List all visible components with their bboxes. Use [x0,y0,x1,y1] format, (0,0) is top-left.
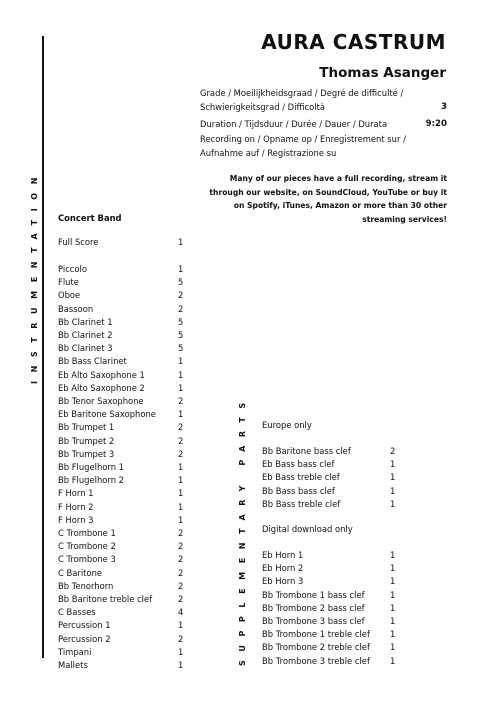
part-qty: 2 [178,594,184,604]
recording-label: Recording on / Opname op / Enregistrement sur / Aufnahme auf / Registrazione su [200,134,406,158]
part-name: Bb Clarinet 2 [58,330,113,340]
concert-band-heading: Concert Band [58,213,122,223]
part-name: Bb Trombone 3 treble clef [262,655,370,666]
part-row [58,382,184,395]
part-name: Eb Horn 3 [262,576,304,587]
duration-info [200,118,447,132]
part-name: Piccolo [58,264,87,274]
full-score-row [58,236,184,249]
part-row [58,514,184,527]
part-qty: 5 [178,343,184,354]
part-row [58,593,184,606]
part-row [58,276,184,289]
part-name: C Trombone 3 [58,554,116,565]
part-name: C Trombone 1 [58,528,116,538]
part-name: Bb Baritone bass clef [262,446,351,456]
part-row [58,646,184,659]
grade-value: 3 [441,101,447,112]
part-name: Timpani [58,646,92,657]
grade-info [200,87,447,114]
part-name: Bb Flugelhorn 2 [58,475,124,486]
part-name: Bb Tenor Saxophone [58,396,144,406]
part-name: Bb Tenorhorn [58,580,114,591]
part-qty: 1 [178,264,184,274]
part-name: Eb Horn 2 [262,563,304,574]
part-name: Eb Alto Saxophone 2 [58,382,145,393]
part-qty: 1 [390,472,396,483]
part-qty: 5 [178,316,184,327]
part-row [58,633,184,646]
part-row [58,567,184,580]
part-qty: 1 [178,409,184,420]
part-name: Eb Bass bass clef [262,459,335,470]
part-qty: 2 [390,446,396,456]
part-name: Bb Trombone 3 bass clef [262,616,365,626]
part-row [262,641,396,654]
part-qty: 2 [178,541,184,552]
part-name: Mallets [58,660,88,670]
part-name: Bassoon [58,303,94,314]
part-row [58,659,184,672]
part-name: Bb Trombone 2 bass clef [262,602,365,613]
part-qty: 1 [178,514,184,525]
part-qty: 1 [178,475,184,486]
part-row [58,342,184,355]
part-row [58,316,184,329]
part-qty: 1 [178,660,184,670]
duration-value: 9:20 [425,119,447,129]
part-qty: 2 [178,633,184,644]
part-qty: 4 [178,607,184,618]
part-name: F Horn 3 [58,514,94,525]
part-row [262,498,396,511]
part-row [262,549,396,562]
part-row [262,628,396,641]
part-name: Bb Bass Clarinet [58,356,127,367]
part-row [58,474,184,487]
part-qty: 1 [178,462,184,472]
part-qty: 1 [390,485,396,496]
part-name: Full Score [58,237,99,247]
part-qty: 1 [178,501,184,512]
part-row [262,458,396,471]
part-row [58,540,184,553]
part-name: Bb Bass treble clef [262,498,341,509]
part-row [262,562,396,575]
part-name: Percussion 2 [58,633,111,644]
part-row [262,655,396,668]
recording-info [200,133,447,160]
part-row [262,589,396,602]
part-qty: 1 [178,620,184,631]
vertical-rule [42,36,44,658]
part-qty: 1 [178,369,184,380]
grade-label: Grade / Moeilijkheidsgraad / Degré de difficulté / Schwierigkeitsgrad / Difficoltà [200,88,404,112]
europe-only-heading: Europe only [262,420,312,430]
part-row [58,303,184,316]
part-row [58,289,184,302]
part-row [58,395,184,408]
part-qty: 1 [390,589,396,600]
part-row [58,527,184,540]
part-qty: 2 [178,554,184,565]
part-name: Eb Baritone Saxophone [58,409,156,420]
part-qty: 2 [178,396,184,406]
part-name: F Horn 1 [58,488,94,499]
part-name: Oboe [58,290,81,301]
part-qty: 5 [178,330,184,340]
part-name: Bb Clarinet 1 [58,316,113,327]
part-row [58,606,184,619]
part-qty: 1 [390,576,396,587]
part-row [58,369,184,382]
part-row [262,602,396,615]
part-row [262,615,396,628]
part-qty: 1 [390,498,396,509]
part-qty: 1 [390,550,396,560]
piece-title: AURA CASTRUM [261,30,446,54]
part-name: Bb Trombone 2 treble clef [262,642,370,653]
part-name: Eb Bass treble clef [262,472,340,483]
instrumentation-side-label: INSTRUMENTATION [30,168,39,384]
part-qty: 1 [178,646,184,657]
part-name: Eb Alto Saxophone 1 [58,369,145,380]
part-qty: 2 [178,303,184,314]
part-qty: 1 [178,356,184,367]
part-name: F Horn 2 [58,501,94,512]
part-qty: 2 [178,422,184,433]
part-name: Bb Clarinet 3 [58,343,113,354]
part-qty: 2 [178,435,184,446]
part-name: Bb Trombone 1 bass clef [262,589,365,600]
composer-name: Thomas Asanger [319,65,446,81]
part-qty: 1 [390,629,396,640]
part-row [262,485,396,498]
part-name: Flute [58,277,79,288]
part-name: Bb Trumpet 3 [58,448,115,459]
part-qty: 1 [178,488,184,499]
part-row [58,501,184,514]
part-name: Eb Horn 1 [262,550,304,560]
part-row [58,461,184,474]
part-row [58,329,184,342]
part-qty: 1 [178,382,184,393]
duration-label: Duration / Tijdsduur / Durée / Dauer / Durata [200,119,388,129]
part-qty: 2 [178,580,184,591]
part-qty: 1 [390,602,396,613]
part-name: Percussion 1 [58,620,111,631]
part-name: C Baritone [58,567,103,578]
part-qty: 1 [390,616,396,626]
part-row [58,435,184,448]
part-qty: 1 [390,655,396,666]
part-qty: 1 [178,237,184,247]
part-row [58,553,184,566]
part-name: C Basses [58,607,96,618]
part-row [262,471,396,484]
part-qty: 1 [390,642,396,653]
part-row [58,580,184,593]
part-row [262,575,396,588]
part-qty: 2 [178,290,184,301]
part-qty: 1 [390,459,396,470]
part-name: Bb Trumpet 2 [58,435,115,446]
part-name: Bb Flugelhorn 1 [58,462,124,472]
part-row [58,263,184,276]
part-qty: 2 [178,448,184,459]
part-qty: 2 [178,528,184,538]
part-row [58,448,184,461]
promo-text: Many of our pieces have a full recording, stream it through our website, on SoundCloud, YouTube or buy it on Spotify, iTunes, Amazon or more than 30 other streaming services! [209,174,447,224]
part-name: Bb Baritone treble clef [58,594,153,604]
part-row [58,619,184,632]
part-name: Bb Trumpet 1 [58,422,115,433]
part-row [58,355,184,368]
part-row [262,445,396,458]
supplementary-side-label: SUPPLEMENTARY PARTS [238,394,247,666]
digital-only-heading: Digital download only [262,524,353,534]
part-row [58,408,184,421]
part-qty: 2 [178,567,184,578]
part-name: Bb Trombone 1 treble clef [262,629,370,640]
part-name: Bb Bass bass clef [262,485,335,496]
part-row [58,421,184,434]
part-qty: 1 [390,563,396,574]
part-row [58,487,184,500]
part-name: C Trombone 2 [58,541,116,552]
part-qty: 5 [178,277,184,288]
